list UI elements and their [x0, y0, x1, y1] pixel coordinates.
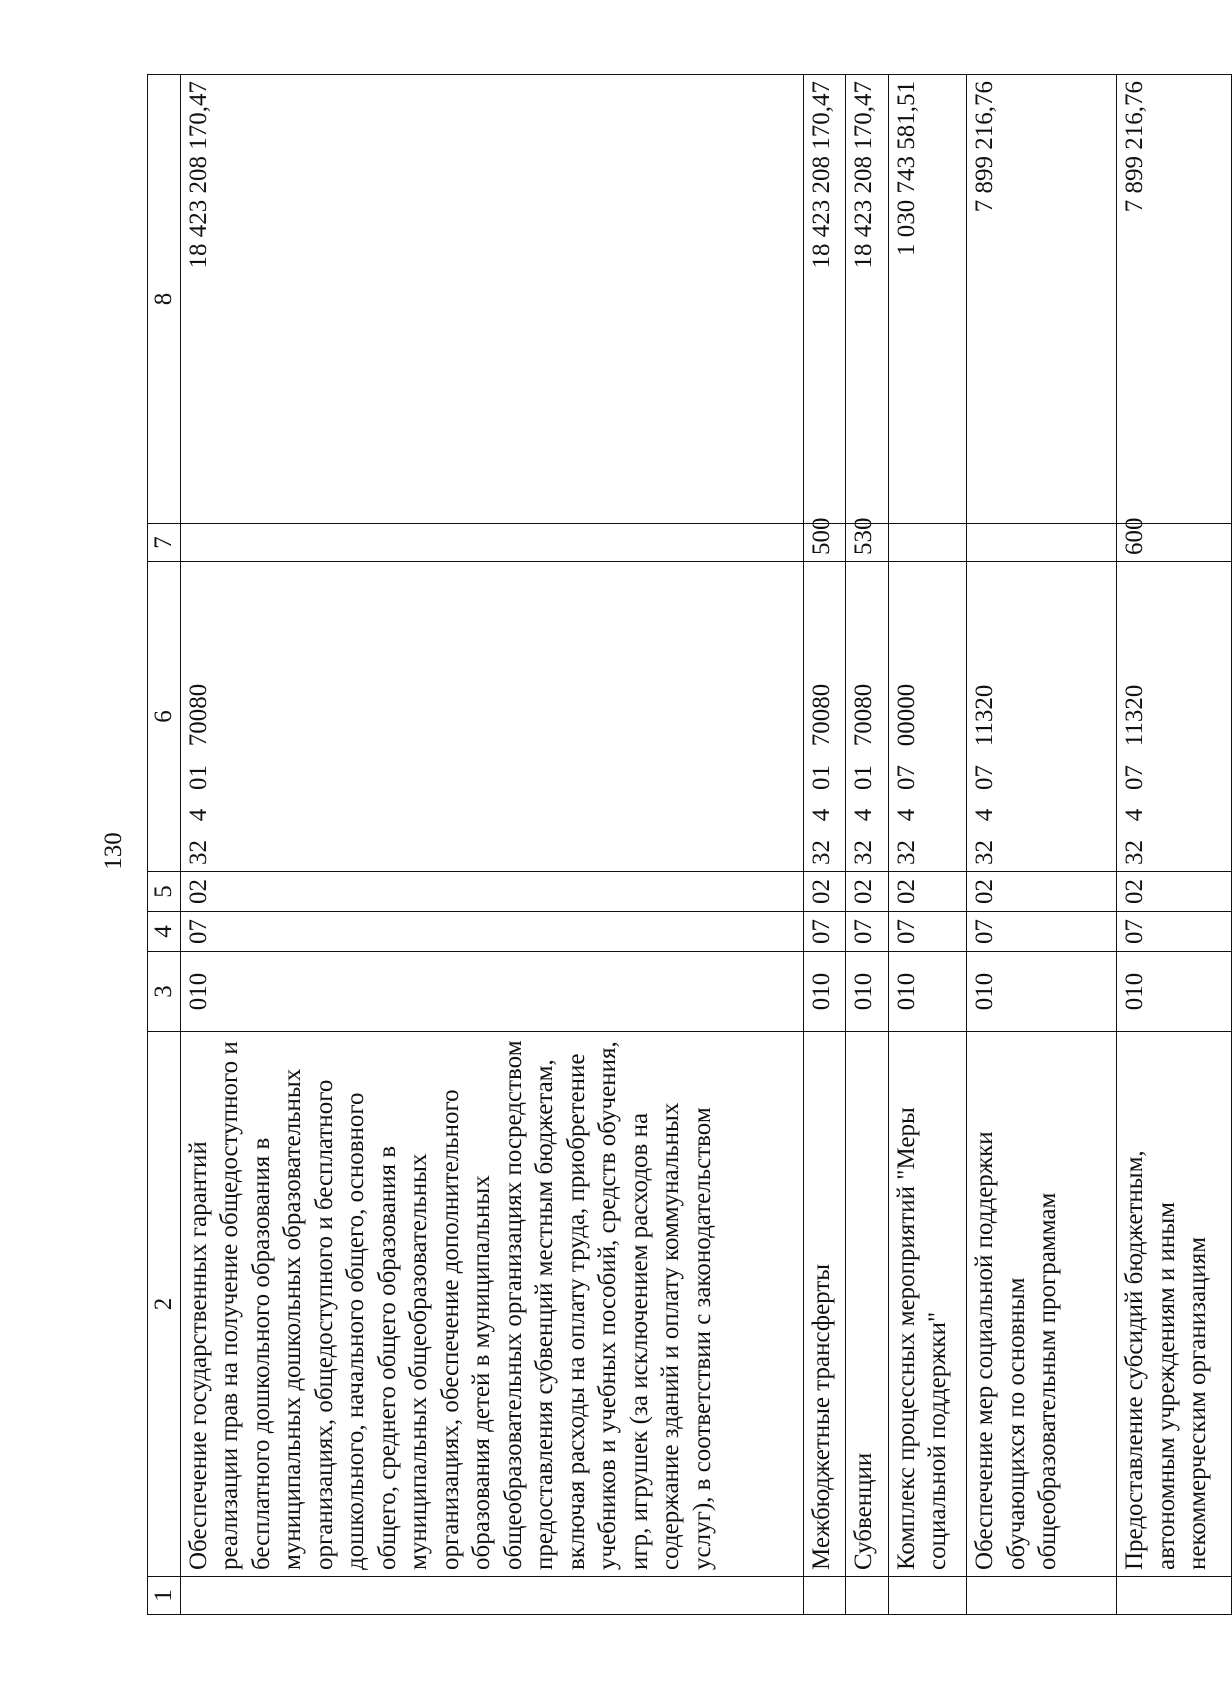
cell-amount: 18 423 208 170,47	[804, 75, 846, 524]
cell-amount: 18 423 208 170,47	[180, 75, 804, 524]
cell-code-5: 02	[967, 872, 1117, 912]
table-row	[804, 75, 846, 1615]
row-name: Обеспечение мер социальной поддержки обучающихся по основным общеобразовательным программам	[967, 1032, 1117, 1577]
cell-code-4: 07	[804, 912, 846, 952]
column-number-row	[148, 75, 181, 1615]
cell-code-4: 07	[846, 912, 888, 952]
col-num-2: 2	[148, 1032, 181, 1577]
cell-code-6: 32 4 07 00000	[888, 562, 966, 872]
cell-code-7: 600	[1117, 524, 1232, 562]
cell-code-7: 500	[804, 524, 846, 562]
table-row	[888, 75, 966, 1615]
col-num-7: 7	[148, 524, 181, 562]
cell-code-4: 07	[180, 912, 804, 952]
cell-code-6: 32 4 01 70080	[180, 562, 804, 872]
cell-code-5: 02	[846, 872, 888, 912]
cell-code-6: 32 4 01 70080	[804, 562, 846, 872]
row-name: Субвенции	[846, 1032, 888, 1577]
cell-code-5: 02	[888, 872, 966, 912]
cell-code-6: 32 4 07 11320	[1117, 562, 1232, 872]
table-row	[846, 75, 888, 1615]
row-name: Межбюджетные трансферты	[804, 1032, 846, 1577]
col-num-5: 5	[148, 872, 181, 912]
cell-code-6: 32 4 07 11320	[967, 562, 1117, 872]
cell-amount: 18 423 208 170,47	[846, 75, 888, 524]
table-row	[180, 75, 804, 1615]
cell-amount: 7 899 216,76	[967, 75, 1117, 524]
cell-code-3: 010	[967, 952, 1117, 1032]
table-row	[967, 75, 1117, 1615]
cell-code-6: 32 4 01 70080	[846, 562, 888, 872]
cell-code-5: 02	[180, 872, 804, 912]
row-marker-cell	[804, 1577, 846, 1615]
budget-table-rotated	[147, 75, 1232, 1615]
budget-table	[147, 74, 1232, 1615]
cell-code-4: 07	[1117, 912, 1232, 952]
row-marker-cell	[888, 1577, 966, 1615]
col-num-8: 8	[148, 75, 181, 524]
col-num-4: 4	[148, 912, 181, 952]
cell-code-5: 02	[1117, 872, 1232, 912]
row-name: Обеспечение государственных гарантий реализации прав на получение общедоступного и бесплатного дошкольного образования в муниципальных дошкольных образовательных организациях, общедоступного и бесплатного дошкольного, начального общего, основного общего, среднего общего образования в муниципальных общеобразовательных организациях, обеспечение дополнительного образования детей в муниципальных общеобразовательных организациях посредством предоставления субвенций местным бюджетам, включая расходы на оплату труда, приобретение учебников и учебных пособий, средств обучения, игр, игрушек (за исключением расходов на содержание зданий и оплату коммунальных услуг), в соответствии с законодательством	[180, 1032, 804, 1577]
row-marker-cell	[846, 1577, 888, 1615]
cell-code-7: 530	[846, 524, 888, 562]
cell-code-7	[180, 524, 804, 562]
col-num-3: 3	[148, 952, 181, 1032]
cell-code-7	[967, 524, 1117, 562]
page-number: 130	[100, 832, 127, 870]
cell-code-4: 07	[888, 912, 966, 952]
row-name: Предоставление субсидий бюджетным, автономным учреждениям и иным некоммерческим организациям	[1117, 1032, 1232, 1577]
row-marker-cell	[1117, 1577, 1232, 1615]
cell-code-3: 010	[1117, 952, 1232, 1032]
row-name: Комплекс процессных мероприятий "Меры социальной поддержки"	[888, 1032, 966, 1577]
row-marker-cell	[180, 1577, 804, 1615]
col-num-1: 1	[148, 1577, 181, 1615]
cell-amount: 1 030 743 581,51	[888, 75, 966, 524]
cell-code-5: 02	[804, 872, 846, 912]
cell-code-4: 07	[967, 912, 1117, 952]
cell-code-3: 010	[804, 952, 846, 1032]
row-marker-cell	[967, 1577, 1117, 1615]
cell-code-3: 010	[888, 952, 966, 1032]
cell-amount: 7 899 216,76	[1117, 75, 1232, 524]
table-row	[1117, 75, 1232, 1615]
cell-code-3: 010	[180, 952, 804, 1032]
cell-code-7	[888, 524, 966, 562]
col-num-6: 6	[148, 562, 181, 872]
cell-code-3: 010	[846, 952, 888, 1032]
